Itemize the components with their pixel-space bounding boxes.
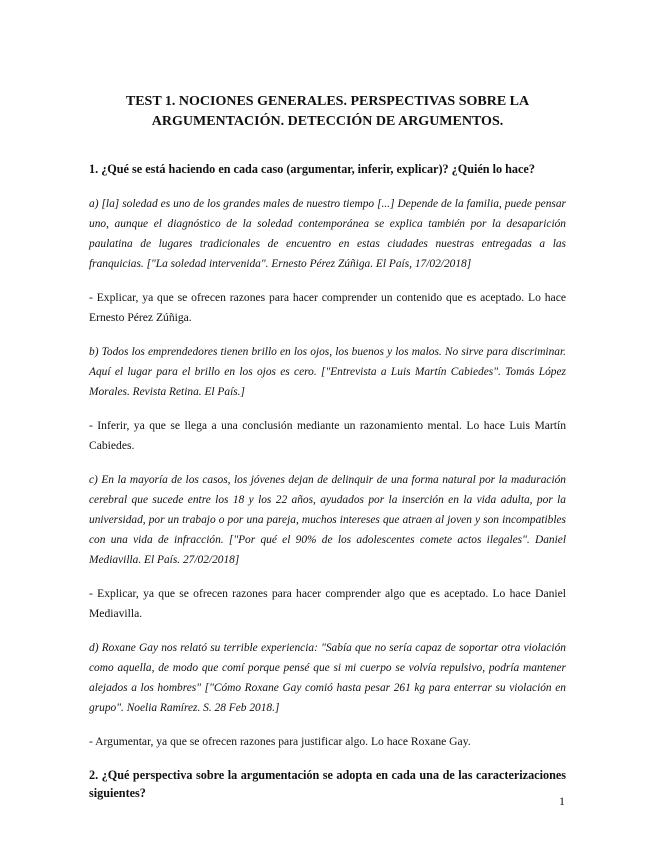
answer-a: - Explicar, ya que se ofrecen razones para hacer comprender un contenido que es aceptado. Lo hace Ernesto Pérez Zúñiga.	[89, 291, 566, 324]
quote-b: b) Todos los emprendedores tienen brillo en los ojos, los buenos y los malos. No sirve para discriminar. Aquí el lugar para el brillo en los ojos es cero. ["Entrevista a Luis Martín Cabiedes". Tomás López Morales. Revista Retina. El País.]	[89, 346, 566, 398]
page-number: 1	[559, 794, 565, 808]
title-line-1: TEST 1. NOCIONES GENERALES. PERSPECTIVAS SOBRE LA	[125, 94, 530, 109]
question-1: 1. ¿Qué se está haciendo en cada caso (argumentar, inferir, explicar)? ¿Quién lo hace?	[89, 162, 535, 176]
answer-c: - Explicar, ya que se ofrecen razones para hacer comprender algo que es aceptado. Lo hace Daniel Mediavilla.	[89, 587, 566, 620]
quote-d: d) Roxane Gay nos relató su terrible experiencia: "Sabía que no sería capaz de soportar otra violación como aquella, de modo que comí porque pensé que si mi cuerpo se volvía repulsivo, podría mantener alejados a los hombres" ["Cómo Roxane Gay comió hasta pesar 261 kg para enterrar su violación en grupo". Noelia Ramírez. S. 28 Feb 2018.]	[89, 642, 566, 714]
quote-a: a) [la] soledad es uno de los grandes males de nuestro tiempo [...] Depende de la familia, puede pensar uno, aunque el diagnóstico de la soledad contemporánea se explica también por la desaparición paulatina de lugares tradicionales de encuentro en estas ciudades nuestras entregadas a las franquicias. ["La soledad intervenida". Ernesto Pérez Zúñiga. El País, 17/02/2018]	[89, 198, 566, 270]
answer-b: - Inferir, ya que se llega a una conclusión mediante un razonamiento mental. Lo hace Luis Martín Cabiedes.	[89, 419, 566, 452]
title-line-2: ARGUMENTACIÓN. DETECCIÓN DE ARGUMENTOS.	[151, 114, 504, 129]
quote-c: c) En la mayoría de los casos, los jóvenes dejan de delinquir de una forma natural por la maduración cerebral que sucede entre los 18 y los 22 años, ayudados por la inserción en la vida adulta, por la universidad, por un trabajo o por una pareja, muchos intereses que atraen al joven y son incompatibles con una vida de infracción. ["Por qué el 90% de los adolescentes comete actos ilegales". Daniel Mediavilla. El País. 27/02/2018]	[89, 474, 566, 566]
document-title	[89, 92, 566, 132]
question-2: 2. ¿Qué perspectiva sobre la argumentación se adopta en cada una de las caracterizaciones siguientes?	[89, 768, 566, 800]
answer-d: - Argumentar, ya que se ofrecen razones para justificar algo. Lo hace Roxane Gay.	[89, 735, 471, 748]
page-content	[89, 92, 566, 818]
